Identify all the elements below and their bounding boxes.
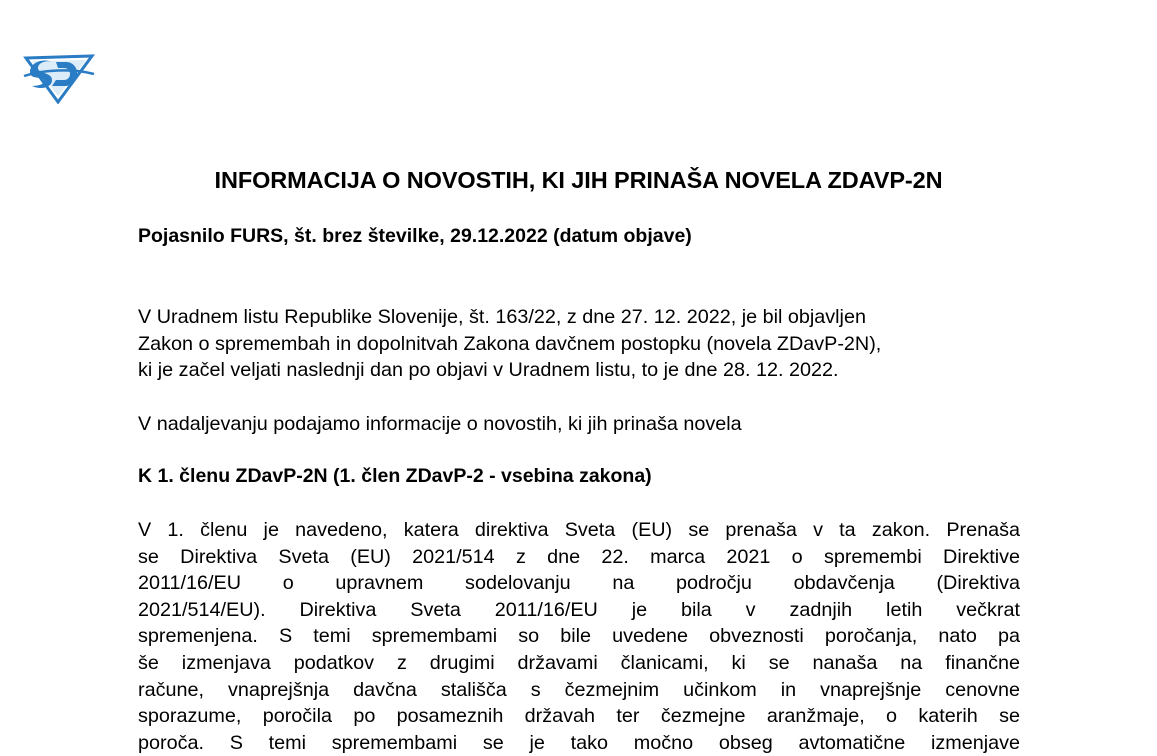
paragraph-line: Zakon o spremembah in dopolnitvah Zakona davčnem postopku (novela ZDavP-2N), <box>138 332 882 355</box>
sd-logo-icon <box>22 50 96 104</box>
document-title: INFORMACIJA O NOVOSTIH, KI JIH PRINAŠA NOVELA ZDAVP-2N <box>214 167 943 193</box>
paragraph-line: V Uradnem listu Republike Slovenije, št. 163/22, z dne 27. 12. 2022, je bil objavljen <box>138 306 866 328</box>
paragraph-line: račune, vnaprejšnja davčna stališča s čezmejnim učinkom in vnaprejšnje cenovne <box>138 678 1020 701</box>
paragraph-line: se Direktiva Sveta (EU) 2021/514 z dne 22. marca 2021 o spremembi Direktive <box>138 545 1020 568</box>
paragraph-line: še izmenjava podatkov z drugimi državami članicami, ki se nanaša na finančne <box>138 651 1020 674</box>
paragraph-line: 2021/514/EU). Direktiva Sveta 2011/16/EU je bila v zadnjih letih večkrat <box>138 598 1020 621</box>
continuation-paragraph: V nadaljevanju podajamo informacije o novostih, ki jih prinaša novela <box>138 413 742 435</box>
section-heading: K 1. členu ZDavP-2N (1. člen ZDavP-2 - vsebina zakona) <box>138 465 652 487</box>
paragraph-line: 2011/16/EU o upravnem sodelovanju na področju obdavčenja (Direktiva <box>138 572 1020 595</box>
sd-logo <box>22 50 96 104</box>
paragraph-line: V 1. členu je navedeno, katera direktiva Sveta (EU) se prenaša v ta zakon. Prenaša <box>138 519 1020 541</box>
paragraph-line: spremenjena. S temi spremembami so bile uvedene obveznosti poročanja, nato pa <box>138 625 1020 648</box>
body-paragraph <box>138 517 1020 756</box>
intro-paragraph <box>138 304 1020 384</box>
paragraph-line: ki je začel veljati naslednji dan po objavi v Uradnem listu, to je dne 28. 12. 2022. <box>138 359 839 382</box>
document-subtitle: Pojasnilo FURS, št. brez številke, 29.12.2022 (datum objave) <box>138 225 692 247</box>
paragraph-line: sporazume, poročila po posameznih državah ter čezmejne aranžmaje, o katerih se <box>138 705 1020 728</box>
paragraph-line: poroča. S temi spremembami se je tako močno obseg avtomatične izmenjave <box>138 731 1020 754</box>
